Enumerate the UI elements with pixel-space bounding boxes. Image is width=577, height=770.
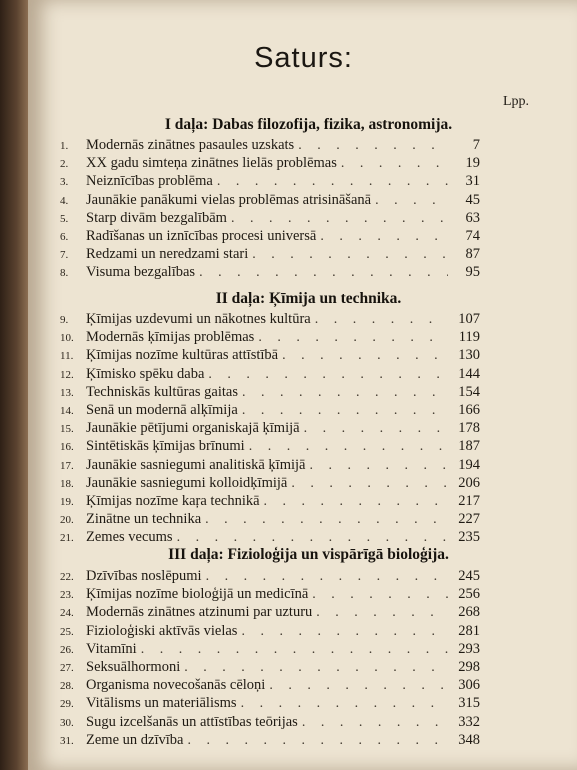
toc-entry — [60, 384, 480, 402]
toc-entry — [60, 641, 480, 659]
section-heading-3: III daļa: Fizioloģija un vispārīgā bioloģija. — [168, 546, 449, 563]
dot-leader — [371, 193, 448, 209]
dot-leader — [201, 512, 448, 528]
toc-entry — [60, 366, 480, 384]
toc-entry — [60, 347, 480, 365]
toc-entry-number: 23. — [60, 589, 74, 602]
dot-leader — [316, 229, 448, 245]
toc-entry — [60, 329, 480, 347]
toc-entry-title: Jaunākie panākumi vielas problēmas atrisināšanā — [86, 191, 372, 208]
toc-entry-number: 27. — [60, 662, 74, 674]
toc-entry-page: 315 — [458, 695, 480, 712]
toc-entry-number: 24. — [60, 607, 74, 620]
toc-entry-title: Techniskās kultūras gaitas — [86, 383, 239, 400]
toc-entry-page: 63 — [465, 209, 480, 226]
toc-entry-title: Seksuālhormoni — [86, 659, 181, 675]
toc-entry-title: Visuma bezgalības — [86, 264, 196, 281]
toc-entry-page: 74 — [465, 228, 480, 244]
toc-entry — [60, 604, 480, 622]
toc-entry-title: Vitālisms un materiālisms — [86, 695, 237, 712]
toc-entry-number: 7. — [60, 249, 69, 262]
toc-entry-page: 256 — [458, 586, 480, 603]
page-column-label: Lpp. — [502, 94, 529, 109]
toc-entry — [60, 311, 480, 329]
toc-entry-title: Sugu izcelšanās un attīstības teōrijas — [86, 713, 298, 730]
toc-entry-number: 29. — [60, 698, 74, 711]
toc-entry-number: 16. — [60, 441, 74, 454]
dot-leader — [137, 642, 448, 658]
toc-entry — [60, 568, 480, 586]
toc-entry-number: 2. — [60, 158, 69, 171]
dot-leader — [173, 530, 448, 546]
toc-entry — [60, 695, 480, 713]
toc-entry-number: 12. — [60, 368, 74, 381]
dot-leader — [248, 247, 448, 263]
toc-entry-page: 19 — [465, 155, 480, 172]
toc-entry-title: Zinātne un technika — [86, 511, 202, 528]
dot-leader — [308, 587, 448, 603]
toc-entry — [60, 173, 480, 191]
toc-entry-number: 5. — [60, 212, 69, 225]
toc-entry-title: Jaunākie sasniegumi kolloidķīmijā — [86, 474, 288, 491]
toc-entry — [60, 529, 480, 547]
toc-entry-page: 235 — [458, 529, 480, 546]
toc-entry-title: Ķīmijas nozīme kultūras attīstībā — [86, 347, 279, 364]
dot-leader — [238, 403, 448, 419]
toc-entry-title: Jaunākie pētījumi organiskajā ķīmijā — [86, 420, 300, 437]
dot-leader — [300, 421, 448, 437]
dot-leader — [213, 174, 448, 190]
toc-entry — [60, 155, 480, 173]
toc-entry-number: 14. — [60, 405, 74, 417]
dot-leader — [287, 476, 448, 492]
toc-entry-title: Zemes vecums — [86, 529, 173, 546]
toc-entry-number: 6. — [60, 231, 69, 243]
toc-entry-title: Ķīmijas nozīme bioloģijā un medicīnā — [86, 586, 309, 603]
toc-entry-title: Neiznīcības problēma — [86, 173, 213, 190]
dot-leader — [204, 367, 448, 383]
toc-entry-page: 130 — [458, 347, 480, 364]
toc-entry-title: Modernās zinātnes atzinumi par uzturu — [86, 604, 313, 621]
toc-entry-page: 166 — [458, 402, 480, 418]
toc-entry-number: 21. — [60, 532, 74, 545]
dot-leader — [265, 678, 448, 694]
book-spine-shadow — [0, 0, 28, 770]
dot-leader — [278, 348, 448, 364]
toc-entry-page: 31 — [465, 173, 480, 190]
toc-entry-page: 206 — [458, 474, 480, 491]
dot-leader — [237, 624, 448, 640]
toc-entry-title: Modernās ķīmijas problēmas — [86, 329, 255, 346]
toc-entry-title: Redzami un neredzami stari — [86, 246, 249, 263]
dot-leader — [337, 156, 448, 172]
toc-entry-page: 306 — [458, 677, 480, 694]
toc-entry-number: 4. — [60, 194, 69, 207]
toc-entry-page: 194 — [458, 456, 480, 473]
toc-entry — [60, 228, 480, 246]
toc-entry-page: 293 — [458, 640, 480, 657]
toc-entry — [60, 402, 480, 420]
toc-entry-number: 15. — [60, 423, 74, 436]
dot-leader — [254, 330, 448, 346]
dot-leader — [245, 439, 448, 455]
toc-entry-number: 8. — [60, 267, 69, 280]
dot-leader — [312, 605, 448, 621]
toc-entry-number: 9. — [60, 314, 69, 326]
dot-leader — [294, 138, 448, 154]
toc-entry-title: Ķīmijas uzdevumi un nākotnes kultūra — [86, 311, 311, 327]
dot-leader — [311, 312, 448, 328]
dot-leader — [238, 385, 448, 401]
toc-entry — [60, 192, 480, 210]
dot-leader — [237, 696, 448, 712]
toc-entry — [60, 210, 480, 228]
toc-entry — [60, 264, 480, 282]
toc-entry — [60, 659, 480, 677]
dot-leader — [298, 715, 448, 731]
toc-entry — [60, 714, 480, 732]
toc-entry-number: 10. — [60, 332, 74, 345]
toc-entry-page: 187 — [458, 438, 480, 455]
toc-entry-title: Zeme un dzīvība — [86, 731, 184, 748]
toc-entry — [60, 420, 480, 438]
toc-entry-number: 11. — [60, 350, 74, 363]
toc-entry — [60, 246, 480, 264]
toc-entry — [60, 493, 480, 511]
toc-entry-page: 95 — [465, 264, 480, 281]
toc-entry-page: 332 — [458, 713, 480, 730]
dot-leader — [183, 733, 448, 749]
toc-entry — [60, 457, 480, 475]
toc-entry-number: 18. — [60, 477, 74, 490]
toc-entry-number: 17. — [60, 459, 74, 472]
toc-entry-number: 25. — [60, 625, 74, 638]
toc-entry-page: 154 — [458, 383, 480, 400]
toc-entry-number: 19. — [60, 496, 74, 508]
toc-entry-number: 28. — [60, 680, 74, 693]
toc-entry-number: 1. — [60, 140, 69, 152]
toc-entry — [60, 475, 480, 493]
toc-entry-page: 178 — [458, 420, 480, 437]
toc-entry-number: 30. — [60, 716, 74, 729]
toc-entry-page: 348 — [458, 731, 480, 748]
toc-entry-title: Dzīvības noslēpumi — [86, 568, 202, 584]
dot-leader — [195, 265, 448, 281]
toc-entry — [60, 438, 480, 456]
toc-entry-page: 119 — [458, 329, 480, 346]
toc-entry-page: 45 — [465, 191, 480, 208]
toc-entry-page: 87 — [465, 246, 480, 263]
toc-entry-page: 144 — [458, 365, 480, 382]
toc-entry-title: Vitamīni — [86, 640, 137, 657]
toc-entry-page: 217 — [458, 493, 480, 509]
page-title: Saturs: — [254, 42, 353, 74]
toc-entry — [60, 137, 480, 155]
section-heading-1: I daļa: Dabas filozofija, fizika, astronomija. — [164, 116, 453, 133]
toc-entry-number: 20. — [60, 514, 74, 527]
dot-leader — [202, 569, 448, 585]
toc-entry — [60, 586, 480, 604]
toc-entry-page: 7 — [472, 137, 480, 153]
dot-leader — [305, 458, 448, 474]
toc-entry-page: 281 — [458, 622, 480, 639]
toc-entry-title: XX gadu simteņa zinātnes lielās problēmas — [86, 155, 337, 172]
toc-entry — [60, 623, 480, 641]
toc-entry-title: Organisma novecošanās cēloņi — [86, 677, 266, 694]
dot-leader — [180, 660, 448, 676]
section-heading-2: II daļa: Ķīmija un technika. — [215, 290, 402, 307]
toc-entry-title: Ķīmijas nozīme kaŗa technikā — [86, 493, 260, 509]
toc-entry-title: Fizioloģiski aktīvās vielas — [86, 622, 238, 639]
toc-entry-title: Senā un modernā alķīmija — [86, 402, 238, 418]
toc-entry-title: Radīšanas un iznīcības procesi universā — [86, 228, 317, 244]
toc-entry-page: 107 — [458, 311, 480, 327]
toc-entry-title: Sintētiskās ķīmijas brīnumi — [86, 438, 245, 455]
dot-leader — [227, 211, 448, 227]
toc-entry-page: 245 — [458, 568, 480, 584]
toc-entry-number: 22. — [60, 571, 74, 583]
toc-entry-title: Jaunākie sasniegumi analitiskā ķīmijā — [86, 456, 306, 473]
toc-entry-page: 268 — [458, 604, 480, 621]
toc-entry-title: Starp divām bezgalībām — [86, 209, 227, 226]
toc-entry-number: 26. — [60, 643, 74, 656]
toc-entry-page: 227 — [458, 511, 480, 528]
toc-entry-page: 298 — [458, 659, 480, 675]
toc-entry-number: 31. — [60, 734, 74, 747]
toc-entry-number: 13. — [60, 386, 74, 399]
toc-entry — [60, 511, 480, 529]
dot-leader — [260, 494, 448, 510]
toc-entry — [60, 677, 480, 695]
toc-entry-title: Ķīmisko spēku daba — [86, 365, 205, 382]
toc-entry-number: 3. — [60, 176, 69, 189]
toc-entry-title: Modernās zinātnes pasaules uzskats — [86, 137, 295, 153]
toc-entry — [60, 732, 480, 750]
